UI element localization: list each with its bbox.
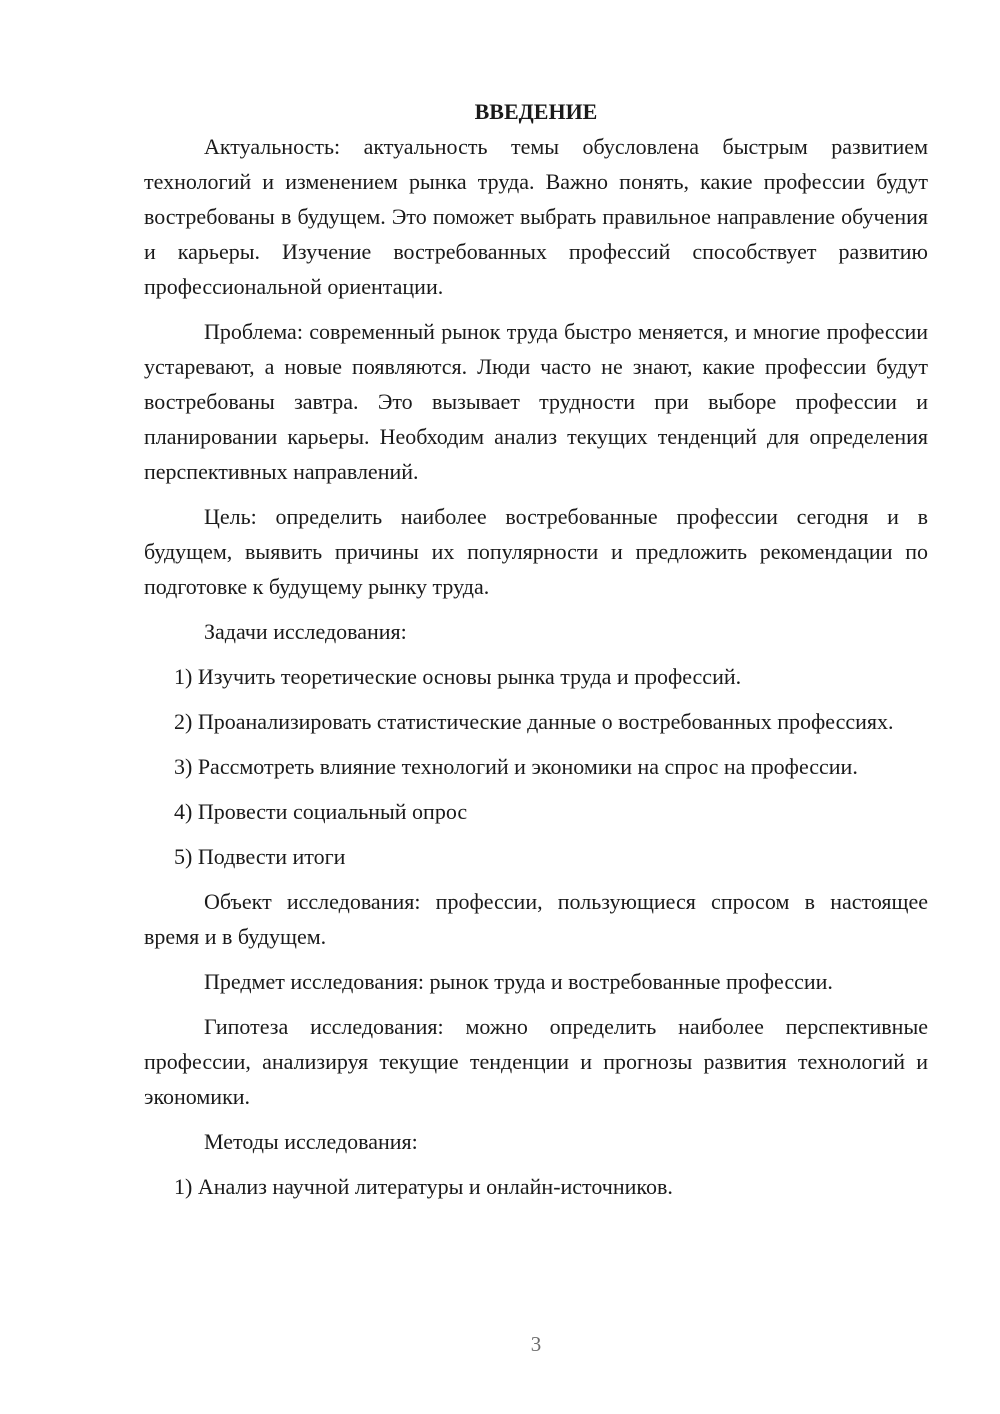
task-item: 1) Изучить теоретические основы рынка труда и профессий. (174, 664, 742, 689)
task-item: 4) Провести социальный опрос (174, 799, 468, 824)
paragraph-problem: Проблема: современный рынок труда быстро меняется, и многие профессии устаревают, а новые появляются. Люди часто не знают, какие профессии будут востребованы завтра. Это вызывает трудности при выборе профессии и планировании карьеры. Необходим анализ текущих тенденций для определения перспективных направлений. (144, 319, 928, 484)
task-item: 3) Рассмотреть влияние технологий и экономики на спрос на профессии. (174, 754, 858, 779)
paragraph-object: Объект исследования: профессии, пользующиеся спросом в настоящее время и в будущем. (144, 889, 928, 949)
page-number: 3 (530, 1332, 542, 1356)
method-item: 1) Анализ научной литературы и онлайн-источников. (174, 1174, 673, 1199)
paragraph-goal: Цель: определить наиболее востребованные профессии сегодня и в будущем, выявить причины их популярности и предложить рекомендации по подготовке к будущему рынку труда. (144, 504, 928, 599)
paragraph-subject: Предмет исследования: рынок труда и востребованные профессии. (204, 969, 833, 994)
paragraph-relevance: Актуальность: актуальность темы обусловлена быстрым развитием технологий и изменением рынка труда. Важно понять, какие профессии будут востребованы в будущем. Это поможет выбрать правильное направление обучения и карьеры. Изучение востребованных профессий способствует развитию профессиональной ориентации. (144, 134, 928, 299)
methods-heading: Методы исследования: (204, 1129, 418, 1154)
task-item: 5) Подвести итоги (174, 844, 346, 869)
tasks-heading: Задачи исследования: (204, 619, 407, 644)
task-item: 2) Проанализировать статистические данные о востребованных профессиях. (174, 709, 894, 734)
paragraph-hypothesis: Гипотеза исследования: можно определить наиболее перспективные профессии, анализируя текущие тенденции и прогнозы развития технологий и экономики. (144, 1014, 928, 1109)
document-page (144, 94, 928, 1214)
section-title: ВВЕДЕНИЕ (474, 99, 598, 124)
